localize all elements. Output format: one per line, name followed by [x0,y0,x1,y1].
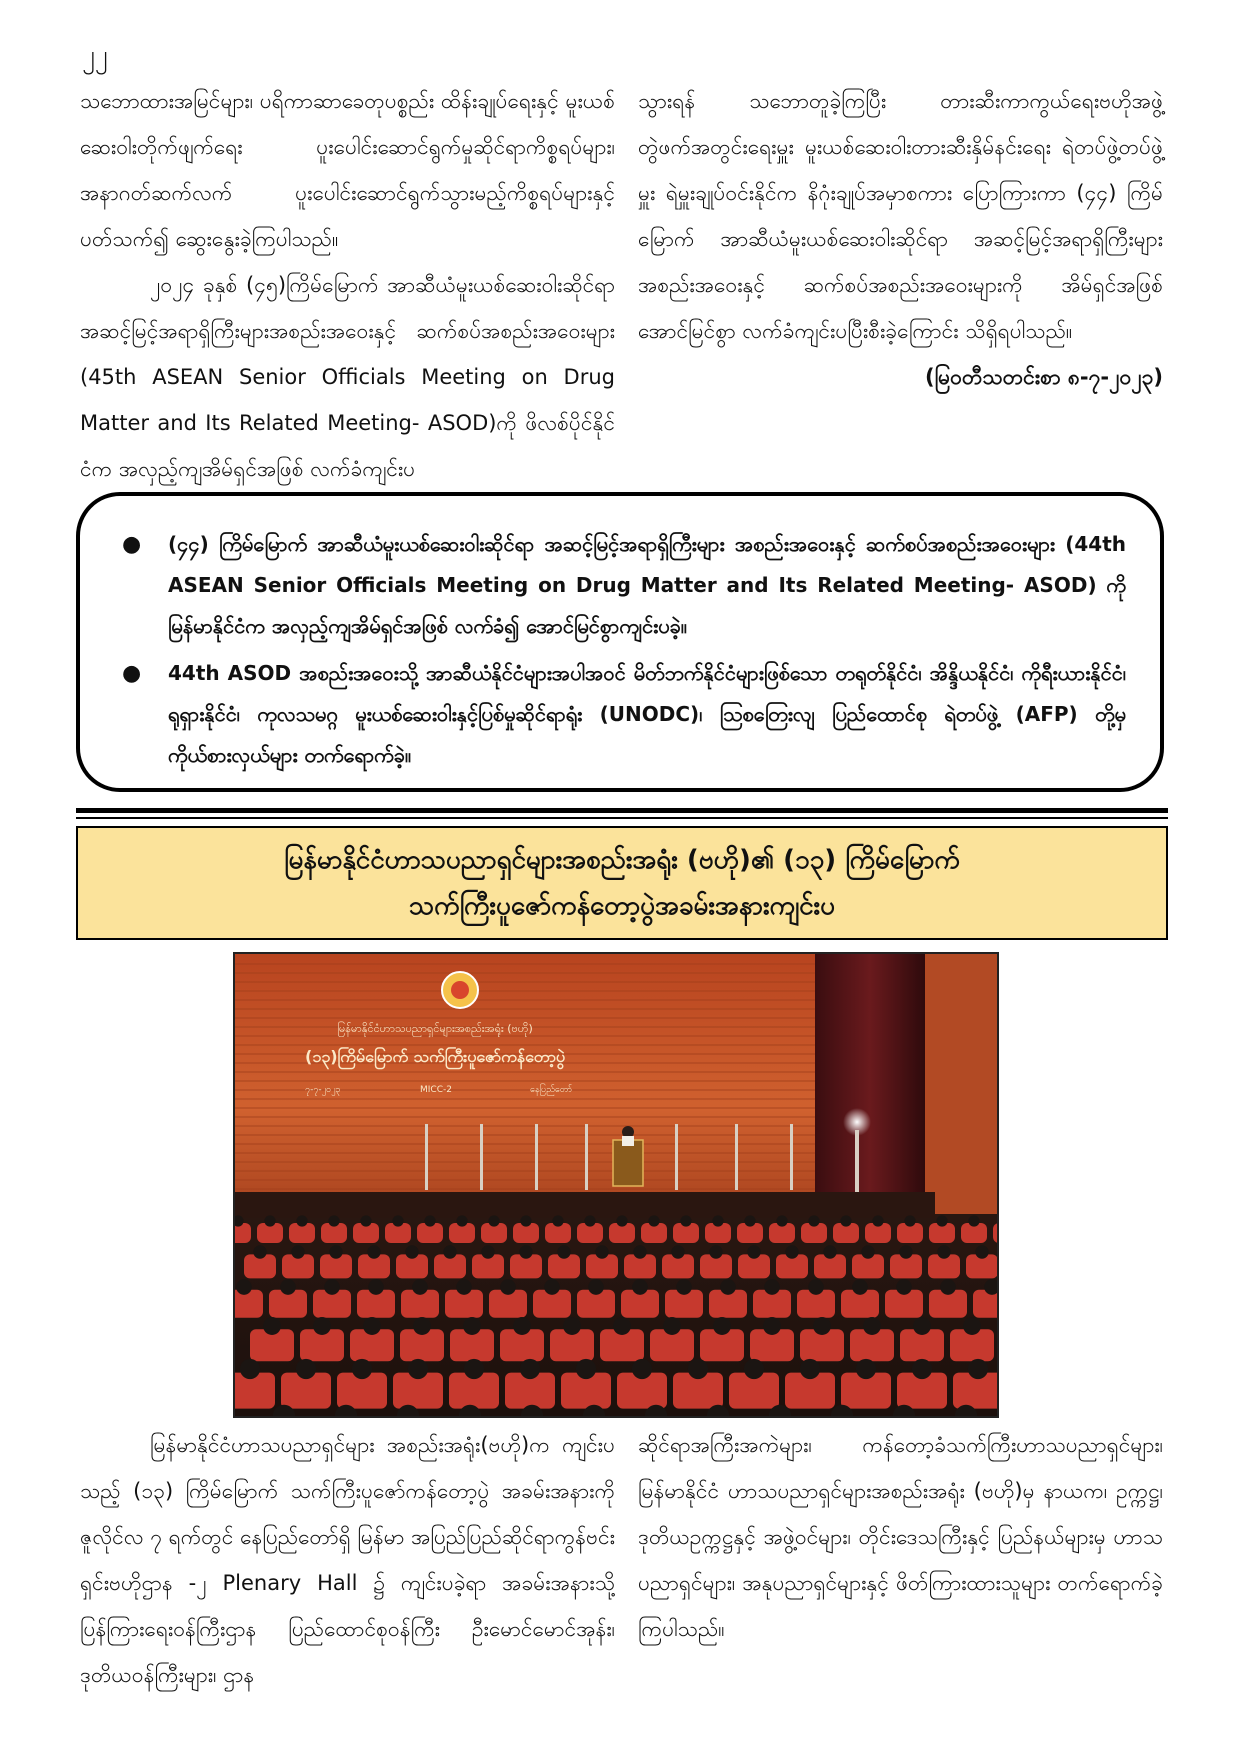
banner-city: နေပြည်တော် [530,1085,573,1095]
bullet-icon: ● [122,532,142,557]
right-wall [925,954,997,1214]
stage-wall [235,954,815,1214]
top-article-paragraph: သွားရန် သဘောတူခဲ့ကြပြီး တားဆီးကာကွယ်ရေးဗဟိုအဖွဲ့ တွဲဖက်အတွင်းရေးမှူး မူးယစ်ဆေးဝါးတားဆီးနှိမ်နင်းရေး ရဲတပ်ဖွဲ့တပ်ဖွဲ့မှူး ရဲမှူးချုပ်ဝင်းနိုင်က နိဂုံးချုပ်အမှာစကား ပြောကြားကာ (၄၄) ကြိမ်မြောက် အာဆီယံမူးယစ်ဆေးဝါးဆိုင်ရာ အဆင့်မြင့်အရာရှိကြီးများ အစည်းအဝေးနှင့် ဆက်စပ်အစည်းအဝေးများကို အိမ်ရှင်အဖြစ်အောင်မြင်စွာ လက်ခံကျင်းပပြီးစီးခဲ့ကြောင်း သိရှိရပါသည်။ [638,89,1163,343]
bottom-article-right-column [638,1422,1163,1652]
summary-item [122,524,1126,647]
stage-curtain [815,954,925,1204]
banner-subtitle: (၁၃)ကြိမ်မြောက် သက်ကြီးပူဇော်ကန်တော့ပွဲ [304,1047,566,1066]
section-divider [76,808,1168,813]
headline-line: မြန်မာနိုင်ငံဟာသပညာရှင်များအစည်းအရုံး (ဗဟို)၏ (၁၃) ကြိမ်မြောက် [284,845,960,875]
top-article-right-column [638,78,1163,400]
summary-item [122,653,1126,776]
top-article-left-column [80,78,615,492]
banner-venue: MICC-2 [420,1085,452,1095]
top-article-paragraph: သဘောထားအမြင်များ၊ ပရိကာဆာခေတုပစ္စည်း ထိန်းချုပ်ရေးနှင့် မူးယစ်ဆေးဝါးတိုက်ဖျက်ရေး ပူးပေါင်းဆောင်ရွက်မှုဆိုင်ရာကိစ္စရပ်များ၊ အနာဂတ်ဆက်လက် ပူးပေါင်းဆောင်ရွက်သွားမည့်ကိစ္စရပ်များနှင့်ပတ်သက်၍ ဆွေးနွေးခဲ့ကြပါသည်။ [80,89,615,251]
event-photo [233,952,999,1418]
bullet-icon: ● [122,661,142,686]
podium [613,1140,643,1186]
summary-item-text: 44th ASOD အစည်းအဝေးသို့ အာဆီယံနိုင်ငံများအပါအဝင် မိတ်ဘက်နိုင်ငံများဖြစ်သော တရုတ်နိုင်ငံ၊ အိန္ဒိယနိုင်ငံ၊ ကိုရီးယားနိုင်ငံ၊ ရုရှားနိုင်ငံ၊ ကုလသမဂ္ဂ မူးယစ်ဆေးဝါးနှင့်ပြစ်မှုဆိုင်ရာရုံး (UNODC)၊ ဩစတြေးလျ ပြည်ထောင်စု ရဲတပ်ဖွဲ့ (AFP) တို့မှ ကိုယ်စားလှယ်များ တက်ရောက်ခဲ့။ [168,661,1126,767]
bottom-article-paragraph: မြန်မာနိုင်ငံဟာသပညာရှင်များ အစည်းအရုံး(ဗဟို)က ကျင်းပသည့် (၁၃) ကြိမ်မြောက် သက်ကြီးပူဇော်ကန်တော့ပွဲ အခမ်းအနားကို ဇူလိုင်လ ၇ ရက်တွင် နေပြည်တော်ရှိ မြန်မာ အပြည်ပြည်ဆိုင်ရာကွန်ဗင်းရှင်းဗဟိုဌာန -၂ Plenary Hall ၌ ကျင်းပခဲ့ရာ အခမ်းအနားသို့ ပြန်ကြားရေးဝန်ကြီးဌာန ပြည်ထောင်စုဝန်ကြီး ဦးမောင်မောင်အုန်း၊ ဒုတိယဝန်ကြီးများ၊ ဌာန [80,1433,615,1687]
summary-item-text: (၄၄) ကြိမ်မြောက် အာဆီယံမူးယစ်ဆေးဝါးဆိုင်ရာ အဆင့်မြင့်အရာရှိကြီးများ အစည်းအဝေးနှင့် ဆက်စပ်အစည်းအဝေးများ (44th ASEAN Senior Officials Meeting on Drug Matter and Its Related Meeting- ASOD) ကို မြန်မာနိုင်ငံက အလှည့်ကျအိမ်ရှင်အဖြစ် လက်ခံ၍ အောင်မြင်စွာကျင်းပခဲ့။ [168,532,1126,638]
page-number: ၂၂ [82,40,108,70]
banner-date: ၇-၇-၂၀၂၃ [305,1085,341,1095]
headline-box [76,826,1168,940]
banner-title: မြန်မာနိုင်ငံဟာသပညာရှင်များအစည်းအရုံး (ဗဟို) [337,1022,533,1035]
stage-front [235,1192,935,1218]
top-article-paragraph: ၂၀၂၄ ခုနှစ် (၄၅)ကြိမ်မြောက် အာဆီယံမူးယစ်ဆေးဝါးဆိုင်ရာ အဆင့်မြင့်အရာရှိကြီးများအစည်းအဝေးနှင့် ဆက်စပ်အစည်းအဝေးများ (45th ASEAN Senior Officials Meeting on Drug Matter and Its Related Meeting- ASOD)ကို ဖိလစ်ပိုင်နိုင်ငံက အလှည့်ကျအိမ်ရှင်အဖြစ် လက်ခံကျင်းပ [80,273,615,481]
summary-box [76,492,1164,792]
bottom-article-left-column [80,1422,615,1698]
headline-line: သက်ကြီးပူဇော်ကန်တော့ပွဲအခမ်းအနားကျင်းပ [409,891,835,921]
news-source: (မြဝတီသတင်းစာ ၈-၇-၂၀၂၃) [925,365,1163,389]
bottom-article-paragraph: ဆိုင်ရာအကြီးအကဲများ၊ ကန်တော့ခံသက်ကြီးဟာသပညာရှင်များ၊ မြန်မာနိုင်ငံ ဟာသပညာရှင်များအစည်းအရုံး (ဗဟို)မှ နာယက၊ ဥက္ကဋ္ဌ၊ ဒုတိယဥက္ကဋ္ဌနှင့် အဖွဲ့ဝင်များ၊ တိုင်းဒေသကြီးနှင့် ပြည်နယ်များမှ ဟာသပညာရှင်များ၊ အနုပညာရှင်များနှင့် ဖိတ်ကြားထားသူများ တက်ရောက်ခဲ့ကြပါသည်။ [638,1433,1163,1641]
section-divider [76,817,1168,819]
